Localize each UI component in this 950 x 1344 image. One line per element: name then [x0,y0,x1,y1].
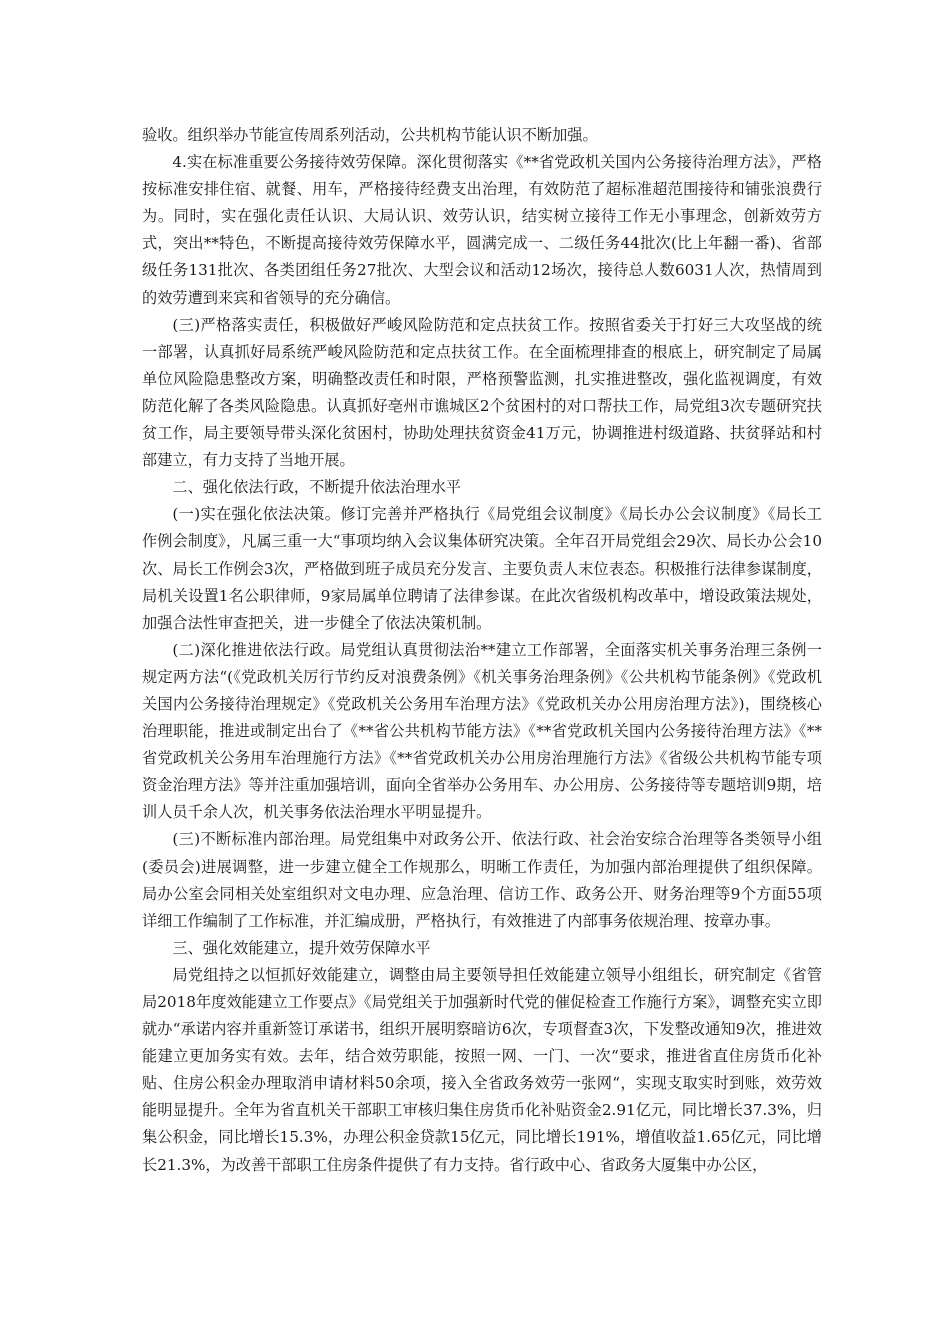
paragraph-risk-prevention: (三)严格落实责任，积极做好严峻风险防范和定点扶贫工作。按照省委关于打好三大攻坚战的统一部署，认真抓好局系统严峻风险防范和定点扶贫工作。在全面梳理排查的根底上，研究制定了局属单位风险隐患整改方案，明确整改责任和时限，严格预警监测，扎实推进整改，强化监视调度，有效防范化解了各类风险隐患。认真抓好亳州市谯城区2个贫困村的对口帮扶工作，局党组3次专题研究扶贫工作，局主要领导带头深化贫困村，协助处理扶贫资金41万元，协调推进村级道路、扶贫驿站和村部建立，有力支持了当地开展。 [142,315,822,470]
paragraph-internal-governance: (三)不断标准内部治理。局党组集中对政务公开、依法行政、社会治安综合治理等各类领导小组(委员会)进展调整，进一步建立健全工作规那么，明晰工作责任，为加强内部治理提供了组织保障。局办公室会同相关处室组织对文电办理、应急治理、信访工作、政务公开、财务治理等9个方面55项详细工作编制了工作标准，并汇编成册，严格执行，有效推进了内部事务依规治理、按章办事。 [142,830,822,930]
section-heading-2: 二、强化依法行政，不断提升依法治理水平 [172,478,461,497]
paragraph-legal-decision: (一)实在强化依法决策。修订完善并严格执行《局党组会议制度》《局长办公会议制度》《局长工作例会制度》，凡属三重一大“事项均纳入会议集体研究决策。全年召开局党组会29次、局长办公会10次、局长工作例会3次，严格做到班子成员充分发言、主要负责人末位表态。积极推行法律参谋制度，局机关设置1名公职律师，9家局属单位聘请了法律参谋。在此次省级机构改革中，增设政策法规处，加强合法性审查把关，进一步健全了依法决策机制。 [142,505,822,632]
paragraph-reception-guarantee: 4.实在标准重要公务接待效劳保障。深化贯彻落实《**省党政机关国内公务接待治理方法》，严格按标准安排住宿、就餐、用车，严格接待经费支出治理，有效防范了超标准超范围接待和铺张浪费行为。同时，实在强化责任认识、大局认识、效劳认识，结实树立接待工作无小事理念，创新效劳方式，突出**特色，不断提高接待效劳保障水平，圆满完成一、二级任务44批次(比上年翻一番)、省部级任务131批次、各类团组任务27批次、大型会议和活动12场次，接待总人数6031人次，热情周到的效劳遭到来宾和省领导的充分确信。 [142,153,822,307]
paragraph-legal-administration: (二)深化推进依法行政。局党组认真贯彻法治**建立工作部署，全面落实机关事务治理三条例一规定两方法“(《党政机关厉行节约反对浪费条例》《机关事务治理条例》《公共机构节能条例》《党政机关国内公务接待治理规定》《党政机关公务用车治理方法》《党政机关办公用房治理方法》)，围绕核心治理职能，推进或制定出台了《**省公共机构节能方法》《**省党政机关国内公务接待治理方法》《**省党政机关公务用车治理施行方法》《**省党政机关办公用房治理施行方法》《省级公共机构节能专项资金治理方法》等并注重加强培训，面向全省举办公务用车、办公用房、公务接待等专题培训9期，培训人员千余人次，机关事务依法治理水平明显提升。 [142,640,822,822]
paragraph-continuation: 验收。组织举办节能宣传周系列活动，公共机构节能认识不断加强。 [142,126,598,144]
document-body [142,122,822,1179]
section-heading-3: 三、强化效能建立，提升效劳保障水平 [172,938,431,957]
paragraph-efficiency: 局党组持之以恒抓好效能建立，调整由局主要领导担任效能建立领导小组组长，研究制定《省管局2018年度效能建立工作要点》《局党组关于加强新时代党的催促检查工作施行方案》，调整充实立即就办“承诺内容并重新签订承诺书，组织开展明察暗访6次，专项督查3次，下发整改通知9次，推进效能建立更加务实有效。去年，结合效劳职能，按照一网、一门、一次“要求，推进省直住房货币化补贴、住房公积金办理取消申请材料50余项，接入全省政务效劳一张网“，实现支取实时到账，效劳效能明显提升。全年为省直机关干部职工审核归集住房货币化补贴资金2.91亿元，同比增长37.3%，归集公积金，同比增长15.3%，办理公积金贷款15亿元，同比增长191%，增值收益1.65亿元，同比增长21.3%，为改善干部职工住房条件提供了有力支持。省行政中心、省政务大厦集中办公区， [142,965,822,1174]
